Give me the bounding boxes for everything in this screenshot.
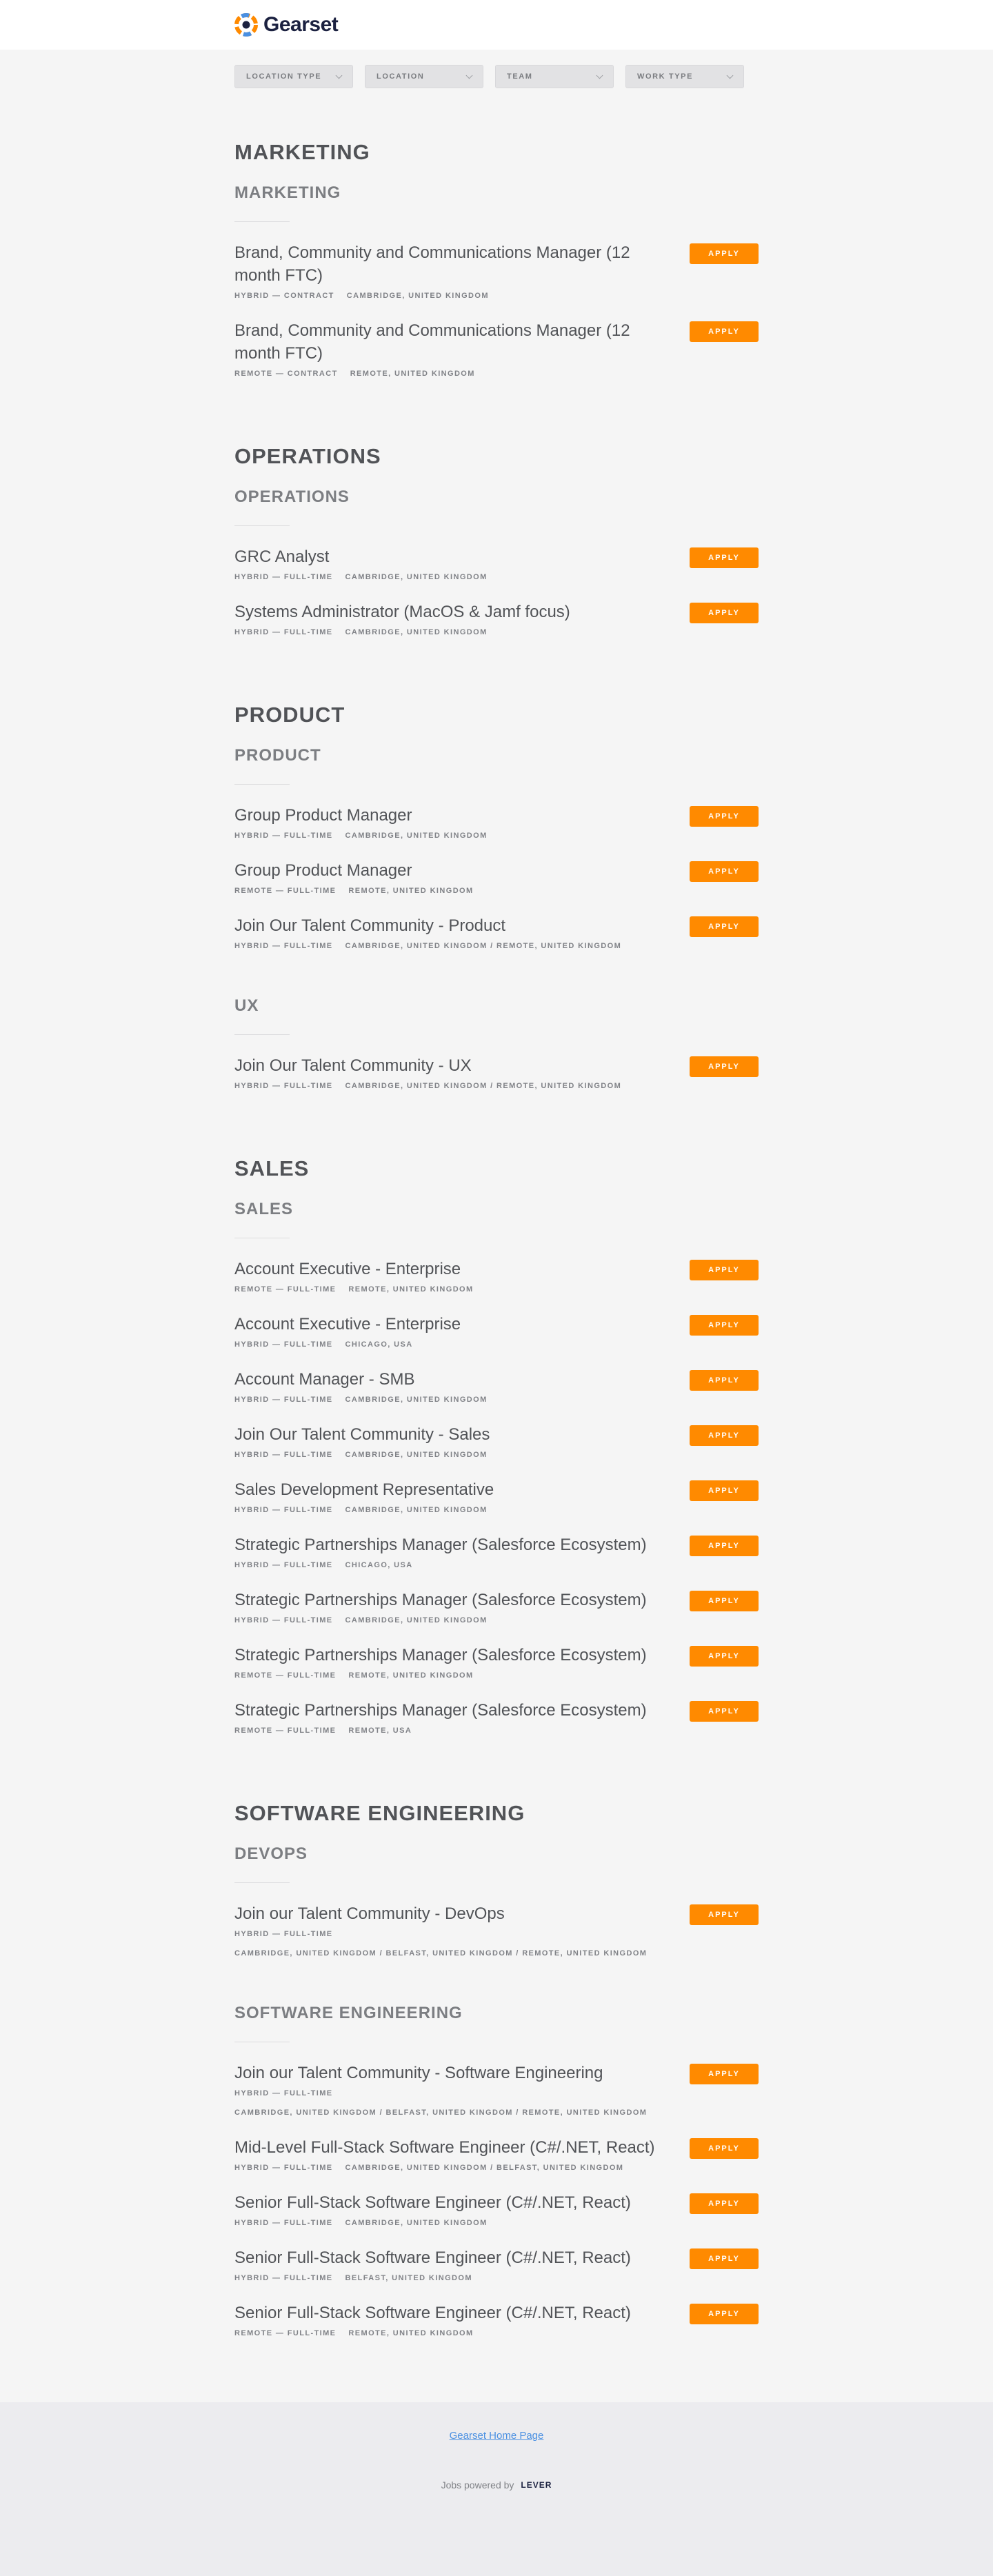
posting-commitment: HYBRID — FULL-TIME xyxy=(234,2219,333,2227)
posting-meta xyxy=(234,1449,676,1460)
posting-commitment: HYBRID — FULL-TIME xyxy=(234,1340,333,1349)
posting-meta xyxy=(234,290,676,301)
posting-meta xyxy=(234,572,676,583)
posting-info xyxy=(234,1054,676,1091)
posting-location: CHICAGO, USA xyxy=(345,1561,413,1569)
apply-button[interactable]: APPLY xyxy=(690,603,759,623)
posting-meta xyxy=(234,1284,676,1295)
job-posting xyxy=(234,545,759,583)
filter-dropdown[interactable] xyxy=(625,65,744,88)
posting-info xyxy=(234,2062,676,2118)
department-group xyxy=(234,444,759,689)
apply-button[interactable]: APPLY xyxy=(690,1370,759,1391)
posting-commitment: HYBRID — FULL-TIME xyxy=(234,1930,333,1938)
posting-commitment: HYBRID — FULL-TIME xyxy=(234,832,333,840)
posting-info xyxy=(234,1258,676,1295)
posting-title-link[interactable]: Strategic Partnerships Manager (Salesforce Ecosystem) xyxy=(234,1701,647,1720)
apply-button[interactable]: APPLY xyxy=(690,1591,759,1611)
posting-location: CAMBRIDGE, UNITED KINGDOM xyxy=(345,573,488,581)
filter-label: WORK TYPE xyxy=(637,72,694,81)
team-title: PRODUCT xyxy=(234,746,321,765)
posting-commitment: HYBRID — FULL-TIME xyxy=(234,1561,333,1569)
filter-label: LOCATION TYPE xyxy=(246,72,322,81)
posting-commitment: REMOTE — FULL-TIME xyxy=(234,2329,337,2337)
team-divider xyxy=(234,784,290,785)
posting-location: REMOTE, UNITED KINGDOM xyxy=(348,1285,474,1294)
department-title: MARKETING xyxy=(234,140,370,164)
posting-location: BELFAST, UNITED KINGDOM xyxy=(345,2274,472,2282)
posting-meta xyxy=(234,368,676,379)
posting-meta xyxy=(234,1560,676,1571)
filter-dropdown[interactable] xyxy=(365,65,483,88)
posting-commitment: HYBRID — FULL-TIME xyxy=(234,628,333,636)
job-posting xyxy=(234,1902,759,1959)
posting-meta xyxy=(234,1670,676,1681)
posting-location: CAMBRIDGE, UNITED KINGDOM / REMOTE, UNITED KINGDOM xyxy=(345,1082,622,1090)
posting-info xyxy=(234,804,676,841)
apply-button[interactable]: APPLY xyxy=(690,243,759,264)
posting-location: CAMBRIDGE, UNITED KINGDOM xyxy=(345,1616,488,1624)
posting-meta xyxy=(234,2088,676,2118)
posting-meta xyxy=(234,1339,676,1350)
filter-label: LOCATION xyxy=(377,72,425,81)
department-title: PRODUCT xyxy=(234,703,345,727)
lever-logo[interactable]: LEVER xyxy=(521,2480,552,2490)
team-group xyxy=(234,487,759,664)
posting-title-link[interactable]: Senior Full-Stack Software Engineer (C#/.NET, React) xyxy=(234,2248,631,2267)
filter-label: TEAM xyxy=(507,72,533,81)
department-group xyxy=(234,703,759,1143)
posting-location: CAMBRIDGE, UNITED KINGDOM xyxy=(346,292,489,300)
job-posting xyxy=(234,1533,759,1571)
chevron-down-icon xyxy=(466,72,473,79)
job-posting xyxy=(234,804,759,841)
posting-info xyxy=(234,914,676,952)
apply-button[interactable]: APPLY xyxy=(690,1701,759,1722)
team-group xyxy=(234,996,759,1118)
posting-location: REMOTE, USA xyxy=(348,1727,412,1735)
posting-meta xyxy=(234,2217,676,2228)
posting-info xyxy=(234,545,676,583)
posting-commitment: HYBRID — FULL-TIME xyxy=(234,2089,333,2097)
posting-meta xyxy=(234,2328,676,2339)
posting-location: CAMBRIDGE, UNITED KINGDOM xyxy=(345,628,488,636)
site-header xyxy=(0,0,993,50)
team-divider xyxy=(234,221,290,222)
chevron-down-icon xyxy=(596,72,603,79)
job-posting xyxy=(234,1054,759,1091)
posting-title-link[interactable]: Strategic Partnerships Manager (Salesforce Ecosystem) xyxy=(234,1646,647,1664)
team-group xyxy=(234,1844,759,1985)
team-title: SALES xyxy=(234,1200,294,1218)
posting-title-link[interactable]: Senior Full-Stack Software Engineer (C#/.NET, React) xyxy=(234,2304,631,2322)
logo-text: Gearset xyxy=(263,13,339,36)
posting-title-link[interactable]: Brand, Community and Communications Manager (12 month FTC) xyxy=(234,243,630,285)
posting-commitment: HYBRID — FULL-TIME xyxy=(234,573,333,581)
team-divider xyxy=(234,525,290,526)
powered-by xyxy=(0,2479,993,2491)
chevron-down-icon xyxy=(727,72,734,79)
posting-info xyxy=(234,1423,676,1460)
job-posting xyxy=(234,1644,759,1681)
job-posting xyxy=(234,914,759,952)
posting-location: CAMBRIDGE, UNITED KINGDOM xyxy=(345,1396,488,1404)
posting-title-link[interactable]: Account Manager - SMB xyxy=(234,1370,415,1389)
apply-button[interactable]: APPLY xyxy=(690,916,759,937)
posting-commitment: HYBRID — FULL-TIME xyxy=(234,1616,333,1624)
posting-commitment: REMOTE — FULL-TIME xyxy=(234,887,337,895)
filter-dropdown[interactable] xyxy=(495,65,614,88)
job-posting xyxy=(234,241,759,301)
apply-button[interactable]: APPLY xyxy=(690,321,759,342)
team-divider xyxy=(234,1882,290,1883)
posting-commitment: REMOTE — FULL-TIME xyxy=(234,1285,337,1294)
job-posting xyxy=(234,601,759,638)
posting-info xyxy=(234,1699,676,1736)
posting-title-link[interactable]: Group Product Manager xyxy=(234,806,412,825)
team-title: DEVOPS xyxy=(234,1844,308,1863)
posting-commitment: HYBRID — FULL-TIME xyxy=(234,1396,333,1404)
posting-commitment: HYBRID — FULL-TIME xyxy=(234,2274,333,2282)
posting-info xyxy=(234,1589,676,1626)
posting-meta xyxy=(234,1725,676,1736)
gearset-logo[interactable] xyxy=(234,0,759,50)
job-posting xyxy=(234,2062,759,2118)
posting-title-link[interactable]: Strategic Partnerships Manager (Salesforce Ecosystem) xyxy=(234,1591,647,1609)
posting-meta xyxy=(234,885,676,896)
posting-title-link[interactable]: Account Executive - Enterprise xyxy=(234,1260,461,1278)
posting-meta xyxy=(234,940,676,952)
posting-title-link[interactable]: Group Product Manager xyxy=(234,861,412,880)
job-posting xyxy=(234,1368,759,1405)
page-footer xyxy=(0,2402,993,2576)
job-posting xyxy=(234,859,759,896)
posting-info xyxy=(234,241,676,301)
apply-button[interactable]: APPLY xyxy=(690,1315,759,1336)
job-posting xyxy=(234,1423,759,1460)
team-group xyxy=(234,2003,759,2365)
posting-meta xyxy=(234,2162,676,2173)
posting-location: CAMBRIDGE, UNITED KINGDOM xyxy=(345,1506,488,1514)
posting-title-link[interactable]: Brand, Community and Communications Manager (12 month FTC) xyxy=(234,321,630,363)
job-posting xyxy=(234,1699,759,1736)
posting-title-link[interactable]: Sales Development Representative xyxy=(234,1480,494,1499)
apply-button[interactable]: APPLY xyxy=(690,1056,759,1077)
job-posting xyxy=(234,1258,759,1295)
posting-info xyxy=(234,1313,676,1350)
posting-location: CHICAGO, USA xyxy=(345,1340,413,1349)
posting-location: CAMBRIDGE, UNITED KINGDOM xyxy=(345,2219,488,2227)
job-posting xyxy=(234,2136,759,2173)
team-title: OPERATIONS xyxy=(234,487,350,506)
posting-title-link[interactable]: Account Executive - Enterprise xyxy=(234,1315,461,1334)
posting-info xyxy=(234,2246,676,2284)
apply-button[interactable]: APPLY xyxy=(690,1536,759,1556)
posting-meta xyxy=(234,1394,676,1405)
powered-by-text: Jobs powered by xyxy=(441,2479,514,2491)
posting-info xyxy=(234,601,676,638)
posting-info xyxy=(234,859,676,896)
posting-info xyxy=(234,319,676,379)
posting-commitment: HYBRID — FULL-TIME xyxy=(234,2164,333,2172)
posting-info xyxy=(234,1478,676,1516)
posting-meta xyxy=(234,1080,676,1091)
posting-meta xyxy=(234,830,676,841)
posting-location: REMOTE, UNITED KINGDOM xyxy=(348,1671,474,1680)
posting-title-link[interactable]: Join our Talent Community - Software Engineering xyxy=(234,2064,603,2082)
posting-location: CAMBRIDGE, UNITED KINGDOM xyxy=(345,1451,488,1459)
posting-location: CAMBRIDGE, UNITED KINGDOM / REMOTE, UNITED KINGDOM xyxy=(345,942,622,950)
posting-info xyxy=(234,1902,676,1959)
posting-commitment: HYBRID — FULL-TIME xyxy=(234,942,333,950)
posting-info xyxy=(234,2191,676,2228)
posting-commitment: HYBRID — FULL-TIME xyxy=(234,1506,333,1514)
posting-info xyxy=(234,2302,676,2339)
posting-location: CAMBRIDGE, UNITED KINGDOM xyxy=(345,832,488,840)
team-title: MARKETING xyxy=(234,183,341,202)
posting-location: REMOTE, UNITED KINGDOM xyxy=(348,2329,474,2337)
posting-info xyxy=(234,1644,676,1681)
posting-title-link[interactable]: Join Our Talent Community - Product xyxy=(234,916,506,935)
posting-commitment: HYBRID — CONTRACT xyxy=(234,292,334,300)
posting-title-link[interactable]: Senior Full-Stack Software Engineer (C#/.NET, React) xyxy=(234,2193,631,2212)
team-title: SOFTWARE ENGINEERING xyxy=(234,2004,463,2022)
team-group xyxy=(234,1199,759,1762)
apply-button[interactable]: APPLY xyxy=(690,2304,759,2324)
posting-title-link[interactable]: Systems Administrator (MacOS & Jamf focus) xyxy=(234,603,570,621)
job-posting xyxy=(234,2302,759,2339)
department-title: OPERATIONS xyxy=(234,444,381,468)
apply-button[interactable]: APPLY xyxy=(690,2138,759,2159)
gearset-gear-icon xyxy=(234,13,258,37)
posting-info xyxy=(234,1368,676,1405)
posting-location: REMOTE, UNITED KINGDOM xyxy=(348,887,474,895)
posting-location: REMOTE, UNITED KINGDOM xyxy=(350,370,475,378)
posting-title-link[interactable]: Join Our Talent Community - UX xyxy=(234,1056,472,1075)
job-posting xyxy=(234,1478,759,1516)
apply-button[interactable]: APPLY xyxy=(690,2193,759,2214)
team-title: UX xyxy=(234,996,259,1015)
departments xyxy=(234,140,759,2390)
apply-button[interactable]: APPLY xyxy=(690,2248,759,2269)
filter-bar xyxy=(234,50,759,140)
apply-button[interactable]: APPLY xyxy=(690,2064,759,2084)
job-posting xyxy=(234,319,759,379)
apply-button[interactable]: APPLY xyxy=(690,1646,759,1667)
posting-commitment: REMOTE — CONTRACT xyxy=(234,370,338,378)
posting-meta xyxy=(234,627,676,638)
posting-commitment: HYBRID — FULL-TIME xyxy=(234,1082,333,1090)
department-group xyxy=(234,1156,759,1787)
department-title: SOFTWARE ENGINEERING xyxy=(234,1801,525,1825)
posting-meta xyxy=(234,1505,676,1516)
apply-button[interactable]: APPLY xyxy=(690,1904,759,1925)
home-page-link[interactable]: Gearset Home Page xyxy=(449,2430,544,2442)
posting-meta xyxy=(234,2273,676,2284)
job-posting xyxy=(234,1313,759,1350)
posting-title-link[interactable]: Join Our Talent Community - Sales xyxy=(234,1425,490,1444)
department-title: SALES xyxy=(234,1156,310,1180)
posting-title-link[interactable]: Join our Talent Community - DevOps xyxy=(234,1904,505,1923)
posting-location: CAMBRIDGE, UNITED KINGDOM / BELFAST, UNITED KINGDOM / REMOTE, UNITED KINGDOM xyxy=(234,2109,648,2117)
job-posting xyxy=(234,2191,759,2228)
posting-location: CAMBRIDGE, UNITED KINGDOM / BELFAST, UNITED KINGDOM / REMOTE, UNITED KINGDOM xyxy=(234,1949,648,1958)
team-group xyxy=(234,183,759,405)
apply-button[interactable]: APPLY xyxy=(690,806,759,827)
job-posting xyxy=(234,1589,759,1626)
postings-list xyxy=(234,50,759,2390)
apply-button[interactable]: APPLY xyxy=(690,861,759,882)
posting-title-link[interactable]: GRC Analyst xyxy=(234,547,330,566)
team-divider xyxy=(234,1034,290,1035)
apply-button[interactable]: APPLY xyxy=(690,1480,759,1501)
apply-button[interactable]: APPLY xyxy=(690,1425,759,1446)
posting-meta xyxy=(234,1615,676,1626)
department-group xyxy=(234,140,759,430)
posting-meta xyxy=(234,1929,676,1959)
job-posting xyxy=(234,2246,759,2284)
chevron-down-icon xyxy=(336,72,343,79)
posting-info xyxy=(234,1533,676,1571)
posting-commitment: REMOTE — FULL-TIME xyxy=(234,1727,337,1735)
apply-button[interactable]: APPLY xyxy=(690,1260,759,1280)
posting-info xyxy=(234,2136,676,2173)
team-group xyxy=(234,745,759,978)
filter-dropdown[interactable] xyxy=(234,65,353,88)
posting-title-link[interactable]: Strategic Partnerships Manager (Salesforce Ecosystem) xyxy=(234,1536,647,1554)
posting-commitment: REMOTE — FULL-TIME xyxy=(234,1671,337,1680)
department-group xyxy=(234,1801,759,2390)
apply-button[interactable]: APPLY xyxy=(690,547,759,568)
posting-location: CAMBRIDGE, UNITED KINGDOM / BELFAST, UNITED KINGDOM xyxy=(345,2164,624,2172)
posting-title-link[interactable]: Mid-Level Full-Stack Software Engineer (C#/.NET, React) xyxy=(234,2138,655,2157)
posting-commitment: HYBRID — FULL-TIME xyxy=(234,1451,333,1459)
